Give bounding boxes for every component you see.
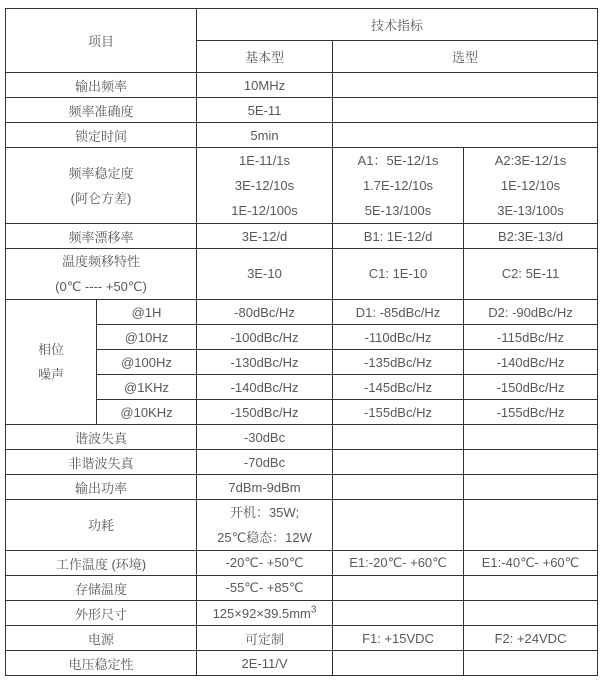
phase-noise-label-line1: 相位 <box>37 342 64 357</box>
cell-phase-noise-1khz-freq: @1KHz <box>97 375 197 400</box>
row-voltage-stability <box>6 651 598 676</box>
cell-output-power-opt2 <box>464 475 598 500</box>
cell-phase-noise-10hz-freq: @10Hz <box>97 325 197 350</box>
cell-freq-stability-label <box>6 148 197 224</box>
cell-dimensions-opt2 <box>464 601 598 626</box>
cell-phase-noise-10khz-opt2: -155dBc/Hz <box>464 400 598 425</box>
cell-temp-shift-opt1 <box>333 249 464 300</box>
cell-lock-time-basic: 5min <box>197 123 333 148</box>
cell-phase-noise-10khz-basic: -150dBc/Hz <box>197 400 333 425</box>
cell-output-freq-basic: 10MHz <box>197 73 333 98</box>
cell-power-consumption-label <box>6 500 197 551</box>
row-freq-accuracy <box>6 98 598 123</box>
header-optional: 选型 <box>333 41 598 73</box>
cell-temp-shift-opt2 <box>464 249 598 300</box>
cell-freq-stability-basic <box>197 148 333 224</box>
row-power-consumption <box>6 500 598 551</box>
row-non-harmonic <box>6 450 598 475</box>
cell-harmonic-basic: -30dBc <box>197 425 333 450</box>
cell-temp-shift-basic <box>197 249 333 300</box>
cell-voltage-stability-label: 电压稳定性 <box>6 651 197 676</box>
cell-dimensions-basic <box>197 601 333 626</box>
cell-power-consumption-opt2 <box>464 500 598 551</box>
row-phase-noise-1h <box>6 300 598 325</box>
dimensions-value: 125×92×39.5mm <box>212 605 311 621</box>
cell-output-freq-optional <box>333 73 598 98</box>
cell-phase-noise-1khz-basic: -140dBc/Hz <box>197 375 333 400</box>
row-freq-drift <box>6 224 598 249</box>
cell-non-harmonic-opt1 <box>333 450 464 475</box>
row-output-freq <box>6 73 598 98</box>
temp-shift-label-line2: (0℃ ---- +50℃) <box>55 279 147 294</box>
power-consumption-label: 功耗 <box>88 517 115 533</box>
dimensions-superscript: 3 <box>310 604 317 616</box>
power-consumption-startup: 开机：35W; <box>229 505 300 520</box>
spec-table <box>5 8 598 676</box>
cell-phase-noise-10hz-opt1: -110dBc/Hz <box>333 325 464 350</box>
cell-freq-drift-label: 频率漂移率 <box>6 224 197 249</box>
cell-operating-temp-opt2: E1:-40℃- +60℃ <box>464 551 598 576</box>
cell-harmonic-opt1 <box>333 425 464 450</box>
freq-stability-opt2-10s: 1E-12/10s <box>500 178 561 193</box>
freq-stability-basic-10s: 3E-12/10s <box>234 178 295 193</box>
freq-stability-opt2-1s: A2:3E-12/1s <box>494 153 567 168</box>
cell-output-power-label: 输出功率 <box>6 475 197 500</box>
row-dimensions <box>6 601 598 626</box>
cell-phase-noise-1h-opt2: D2: -90dBc/Hz <box>464 300 598 325</box>
temp-shift-opt2: C2: 5E-11 <box>501 266 560 281</box>
cell-phase-noise-10khz-opt1: -155dBc/Hz <box>333 400 464 425</box>
cell-freq-stability-opt2 <box>464 148 598 224</box>
cell-phase-noise-1h-opt1: D1: -85dBc/Hz <box>333 300 464 325</box>
cell-phase-noise-1h-freq: @1H <box>97 300 197 325</box>
cell-voltage-stability-opt1 <box>333 651 464 676</box>
cell-non-harmonic-basic: -70dBc <box>197 450 333 475</box>
cell-phase-noise-100hz-opt1: -135dBc/Hz <box>333 350 464 375</box>
cell-phase-noise-10hz-basic: -100dBc/Hz <box>197 325 333 350</box>
cell-non-harmonic-label: 非谐波失真 <box>6 450 197 475</box>
temp-shift-basic: 3E-10 <box>247 266 282 281</box>
cell-freq-accuracy-label: 频率准确度 <box>6 98 197 123</box>
cell-power-consumption-basic <box>197 500 333 551</box>
cell-freq-accuracy-optional <box>333 98 598 123</box>
cell-storage-temp-opt2 <box>464 576 598 601</box>
header-row-1 <box>6 9 598 41</box>
cell-power-consumption-opt1 <box>333 500 464 551</box>
cell-phase-noise-1khz-opt2: -150dBc/Hz <box>464 375 598 400</box>
header-tech-spec: 技术指标 <box>197 9 598 41</box>
row-freq-stability <box>6 148 598 224</box>
header-basic: 基本型 <box>197 41 333 73</box>
cell-phase-noise-10khz-freq: @10KHz <box>97 400 197 425</box>
cell-freq-drift-basic: 3E-12/d <box>197 224 333 249</box>
freq-stability-opt1-10s: 1.7E-12/10s <box>362 178 434 193</box>
cell-phase-noise-10hz-opt2: -115dBc/Hz <box>464 325 598 350</box>
cell-phase-noise-100hz-basic: -130dBc/Hz <box>197 350 333 375</box>
row-lock-time <box>6 123 598 148</box>
cell-lock-time-optional <box>333 123 598 148</box>
cell-output-power-basic: 7dBm-9dBm <box>197 475 333 500</box>
freq-stability-label-line1: 频率稳定度 <box>68 165 134 181</box>
cell-power-supply-label: 电源 <box>6 626 197 651</box>
cell-freq-drift-opt2: B2:3E-13/d <box>464 224 598 249</box>
cell-power-supply-opt1: F1: +15VDC <box>333 626 464 651</box>
temp-shift-label-line1: 温度频移特性 <box>62 254 141 269</box>
cell-voltage-stability-opt2 <box>464 651 598 676</box>
phase-noise-label-line2: 噪声 <box>37 367 64 382</box>
cell-non-harmonic-opt2 <box>464 450 598 475</box>
cell-harmonic-opt2 <box>464 425 598 450</box>
row-storage-temp <box>6 576 598 601</box>
cell-lock-time-label: 锁定时间 <box>6 123 197 148</box>
cell-dimensions-label: 外形尺寸 <box>6 601 197 626</box>
cell-voltage-stability-basic: 2E-11/V <box>197 651 333 676</box>
row-output-power <box>6 475 598 500</box>
cell-operating-temp-basic: -20℃- +50℃ <box>197 551 333 576</box>
cell-freq-stability-opt1 <box>333 148 464 224</box>
row-operating-temp <box>6 551 598 576</box>
cell-output-power-opt1 <box>333 475 464 500</box>
cell-freq-accuracy-basic: 5E-11 <box>197 98 333 123</box>
cell-power-supply-opt2: F2: +24VDC <box>464 626 598 651</box>
temp-shift-opt1: C1: 1E-10 <box>368 266 428 281</box>
cell-phase-noise-1h-basic: -80dBc/Hz <box>197 300 333 325</box>
freq-stability-basic-100s: 1E-12/100s <box>231 203 298 218</box>
freq-stability-opt1-1s: A1：5E-12/1s <box>357 153 439 168</box>
cell-phase-noise-1khz-opt1: -145dBc/Hz <box>333 375 464 400</box>
cell-power-supply-basic: 可定制 <box>197 626 333 651</box>
freq-stability-basic-1s: 1E-11/1s <box>238 153 291 168</box>
cell-operating-temp-label: 工作温度 (环境) <box>6 551 197 576</box>
freq-stability-label-line2: (阿仑方差) <box>70 190 132 206</box>
freq-stability-opt1-100s: 5E-13/100s <box>364 203 432 218</box>
row-power-supply <box>6 626 598 651</box>
header-item: 项目 <box>6 9 197 73</box>
row-temp-shift <box>6 249 598 300</box>
cell-harmonic-label: 谐波失真 <box>6 425 197 450</box>
cell-output-freq-label: 输出频率 <box>6 73 197 98</box>
cell-dimensions-opt1 <box>333 601 464 626</box>
freq-stability-opt2-100s: 3E-13/100s <box>497 203 564 218</box>
cell-temp-shift-label <box>6 249 197 300</box>
cell-phase-noise-label <box>6 300 97 425</box>
row-harmonic <box>6 425 598 450</box>
cell-operating-temp-opt1: E1:-20℃- +60℃ <box>333 551 464 576</box>
cell-storage-temp-label: 存储温度 <box>6 576 197 601</box>
cell-storage-temp-basic: -55℃- +85℃ <box>197 576 333 601</box>
cell-storage-temp-opt1 <box>333 576 464 601</box>
cell-phase-noise-100hz-opt2: -140dBc/Hz <box>464 350 598 375</box>
cell-freq-drift-opt1: B1: 1E-12/d <box>333 224 464 249</box>
cell-phase-noise-100hz-freq: @100Hz <box>97 350 197 375</box>
power-consumption-steady: 25℃稳态：12W <box>217 530 312 545</box>
